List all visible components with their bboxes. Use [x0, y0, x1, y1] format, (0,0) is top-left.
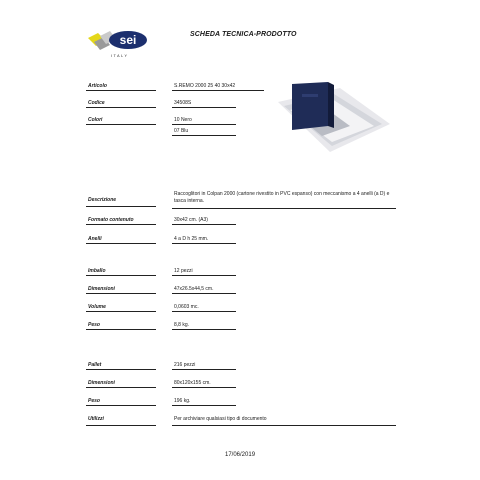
label-formato: Formato contenuto	[88, 217, 134, 223]
label-codice: Codice	[88, 100, 105, 106]
value-utilizzi: Per archiviare qualsiasi tipo di documento	[174, 416, 267, 422]
divider	[172, 329, 236, 330]
divider	[172, 224, 236, 225]
divider	[86, 405, 156, 406]
value-descrizione-2: tasca interna.	[174, 198, 205, 204]
divider	[172, 124, 236, 125]
divider	[86, 369, 156, 370]
value-descrizione: Raccoglitori in Colpan 2000 (cartone rivestito in PVC espanso) con meccanismo a 4 anelli (a D) e	[174, 191, 390, 197]
label-descrizione: Descrizione	[88, 197, 117, 203]
label-volume: Volume	[88, 304, 106, 310]
label-dimensioni-imballo: Dimensioni	[88, 286, 115, 292]
divider	[86, 224, 156, 225]
label-articolo: Articolo	[88, 83, 107, 89]
value-articolo: S.REMO 2000 25 40 30x42	[174, 83, 236, 89]
label-pallet: Pallet	[88, 362, 102, 368]
divider	[86, 124, 156, 125]
divider	[86, 387, 156, 388]
product-image	[270, 82, 394, 158]
value-pallet: 216 pezzi	[174, 362, 196, 368]
divider	[86, 107, 156, 108]
divider	[172, 135, 236, 136]
divider	[172, 208, 396, 209]
value-codice: 34508S	[174, 100, 192, 106]
divider	[172, 90, 264, 91]
divider	[172, 275, 236, 276]
logo-subtext: ITALY	[111, 54, 129, 58]
divider	[172, 369, 236, 370]
label-utilizzi: Utilizzi	[88, 416, 104, 422]
value-formato: 30x42 cm. (A3)	[174, 217, 208, 223]
divider	[86, 425, 156, 426]
divider	[172, 243, 236, 244]
divider	[86, 206, 156, 207]
label-colori: Colori	[88, 117, 103, 123]
value-volume: 0,0603 mc.	[174, 304, 199, 310]
value-peso-imballo: 8,8 kg.	[174, 322, 190, 328]
value-colori: 10 Nero	[174, 117, 192, 123]
divider	[172, 311, 236, 312]
divider	[86, 329, 156, 330]
value-dimensioni-imballo: 47x26.5x44,5 cm.	[174, 286, 214, 292]
divider	[86, 311, 156, 312]
divider	[86, 90, 156, 91]
label-peso-imballo: Peso	[88, 322, 100, 328]
divider	[172, 405, 236, 406]
logo-text: sei	[119, 33, 137, 47]
label-imballo: Imballo	[88, 268, 106, 274]
value-dimensioni-pallet: 80x120x155 cm.	[174, 380, 211, 386]
divider	[86, 243, 156, 244]
footer-date: 17/06/2019	[225, 452, 256, 458]
label-anelli: Anelli	[88, 236, 102, 242]
value-anelli: 4 a D h 25 mm.	[174, 236, 209, 242]
divider	[172, 293, 236, 294]
divider	[172, 387, 236, 388]
page-title: SCHEDA TECNICA-PRODOTTO	[190, 31, 297, 38]
label-peso-pallet: Peso	[88, 398, 100, 404]
value-peso-pallet: 196 kg.	[174, 398, 191, 404]
value-colori-2: 07 Blu	[174, 128, 189, 134]
label-dimensioni-pallet: Dimensioni	[88, 380, 115, 386]
divider	[172, 425, 396, 426]
divider	[86, 275, 156, 276]
divider	[172, 107, 236, 108]
divider	[86, 293, 156, 294]
value-imballo: 12 pezzi	[174, 268, 193, 274]
binder-image-icon	[270, 82, 394, 158]
